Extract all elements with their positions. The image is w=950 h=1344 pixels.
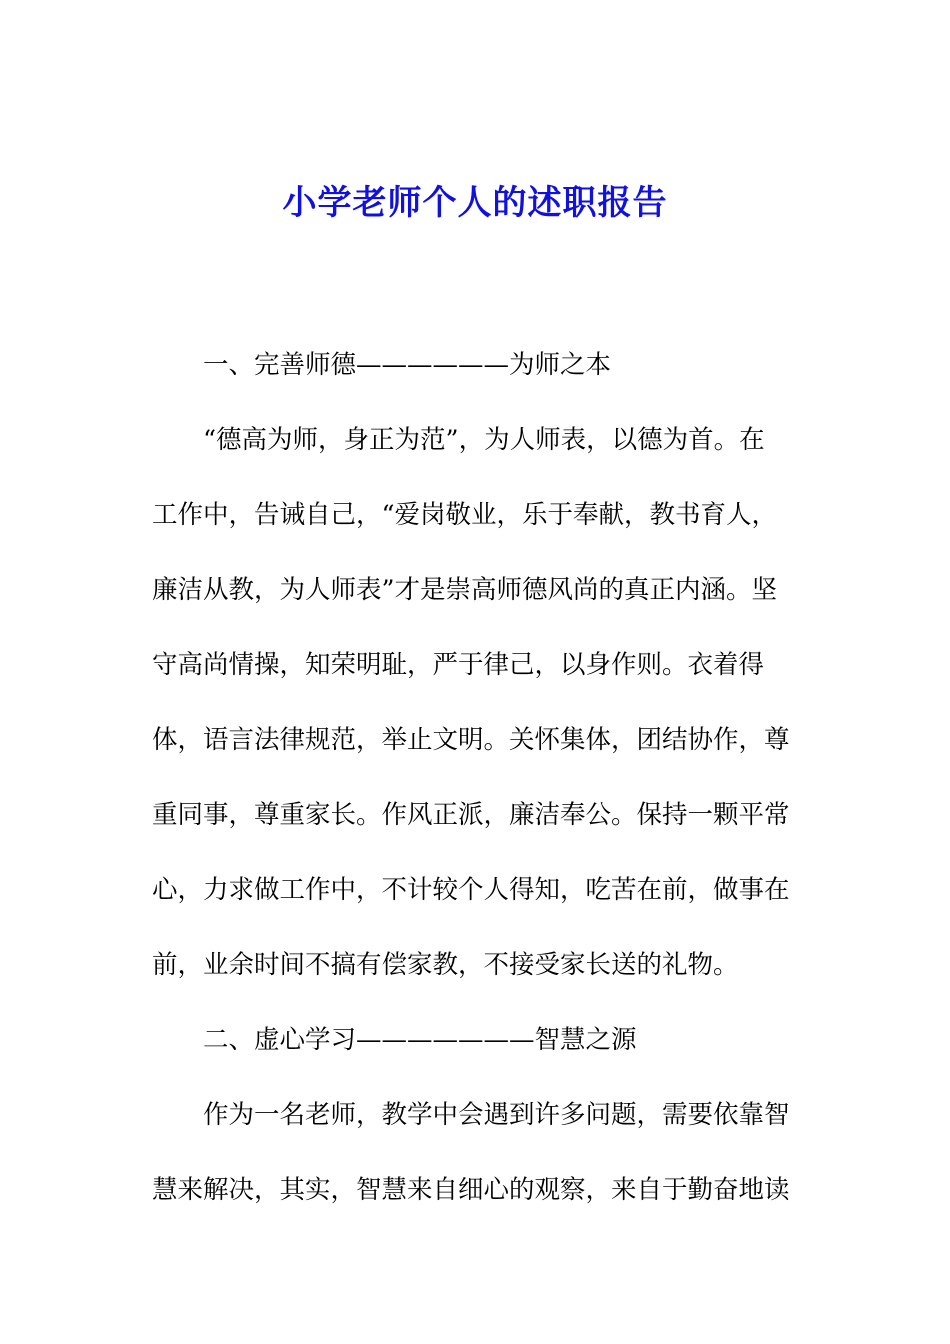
document-title: 小学老师个人的述职报告 bbox=[282, 183, 668, 223]
paragraph-line: “德高为师，身正为范”，为人师表，以德为首。在 bbox=[203, 425, 765, 455]
paragraph-line: 廉洁从教，为人师表”才是崇高师德风尚的真正内涵。坚 bbox=[152, 575, 778, 605]
section-heading-2: 二、虚心学习———————智慧之源 bbox=[203, 1025, 637, 1055]
paragraph-line: 体，语言法律规范，举止文明。关怀集体，团结协作，尊 bbox=[152, 725, 790, 755]
paragraph-line: 守高尚情操，知荣明耻，严于律己，以身作则。衣着得 bbox=[152, 650, 765, 680]
paragraph-line: 慧来解决，其实，智慧来自细心的观察，来自于勤奋地读 bbox=[152, 1175, 790, 1205]
paragraph-line: 作为一名老师，教学中会遇到许多问题，需要依靠智 bbox=[203, 1100, 790, 1130]
paragraph-line: 重同事，尊重家长。作风正派，廉洁奉公。保持一颗平常 bbox=[152, 800, 790, 830]
paragraph-line: 工作中，告诫自己，“爱岗敬业，乐于奉献，教书育人， bbox=[152, 500, 778, 530]
section-heading-1: 一、完善师德——————为师之本 bbox=[203, 350, 612, 380]
paragraph-line: 心，力求做工作中，不计较个人得知，吃苦在前，做事在 bbox=[152, 875, 790, 905]
paragraph-line: 前，业余时间不搞有偿家教，不接受家长送的礼物。 bbox=[152, 950, 739, 980]
document-body bbox=[152, 328, 798, 1228]
